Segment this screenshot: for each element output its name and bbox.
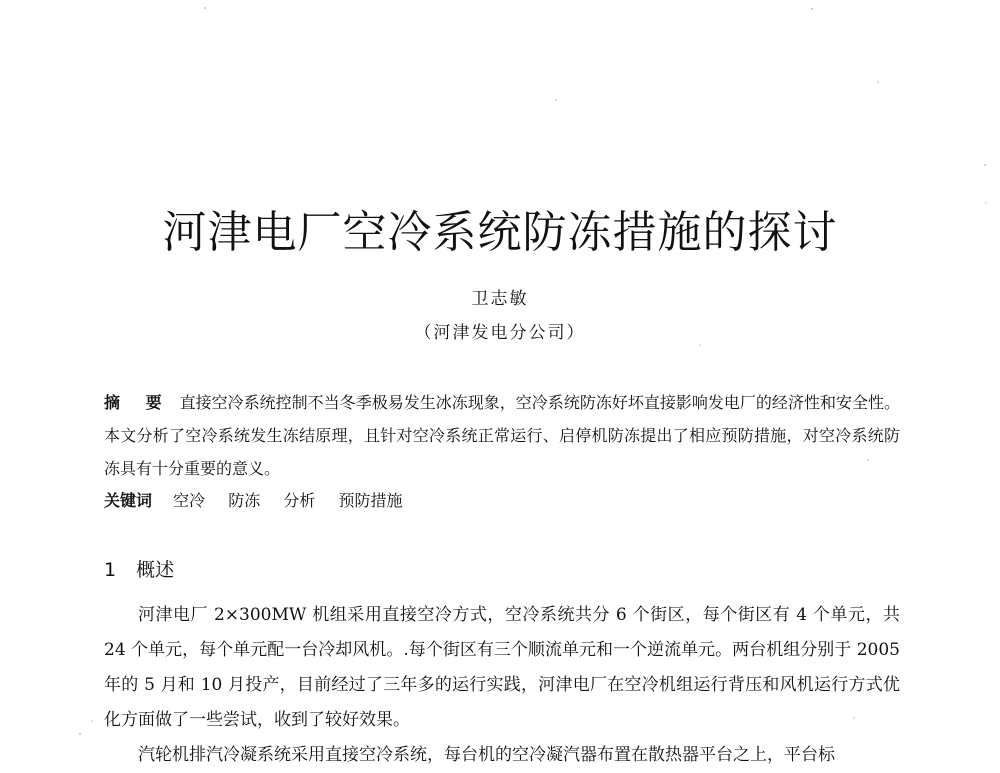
section-heading <box>104 555 174 582</box>
speck <box>91 720 92 721</box>
paper-title: 河津电厂空冷系统防冻措施的探讨 <box>162 207 838 258</box>
keywords-label: 关键词 <box>104 491 153 510</box>
keyword: 分析 <box>283 491 316 510</box>
abstract-label: 摘 要 <box>104 393 172 412</box>
section-number: 1 <box>104 559 117 581</box>
author-name: 卫志敏 <box>471 289 529 309</box>
body-paragraph: 河津电厂 2×300MW 机组采用直接空冷方式，空冷系统共分 6 个街区，每个街区有 4 个单元，共 24 个单元，每个单元配一台冷却风机。.每个街区有三个顺流单元和一个逆流单元。两台机组分别于 2005 年的 5 月和 10 月投产，目前经过了三年多的运行实践，河津电厂在空冷机组运行背压和风机运行方式优化方面做了一些尝试，收到了较好效果。 <box>104 605 900 730</box>
speck <box>877 81 878 82</box>
speck <box>204 7 206 9</box>
abstract <box>104 386 900 485</box>
author-affiliation: （河津发电分公司） <box>414 323 586 343</box>
speck <box>555 99 556 100</box>
keywords <box>104 486 900 516</box>
speck <box>811 8 813 10</box>
speck <box>984 164 986 166</box>
section-body <box>104 598 900 773</box>
body-paragraph: 汽轮机排汽冷凝系统采用直接空冷系统，每台机的空冷凝汽器布置在散热器平台之上，平台标 <box>138 745 835 765</box>
section-title: 概述 <box>136 559 175 581</box>
keyword: 防冻 <box>228 491 261 510</box>
speck <box>79 733 81 735</box>
abstract-text: 直接空冷系统控制不当冬季极易发生冰冻现象，空冷系统防冻好坏直接影响发电厂的经济性和安全性。本文分析了空冷系统发生冻结原理，且针对空冷系统正常运行、启停机防冻提出了相应预防措施，对空冷系统防冻具有十分重要的意义。 <box>104 393 900 478</box>
speck <box>699 344 700 345</box>
keyword: 空冷 <box>173 491 206 510</box>
keyword: 预防措施 <box>338 491 403 510</box>
